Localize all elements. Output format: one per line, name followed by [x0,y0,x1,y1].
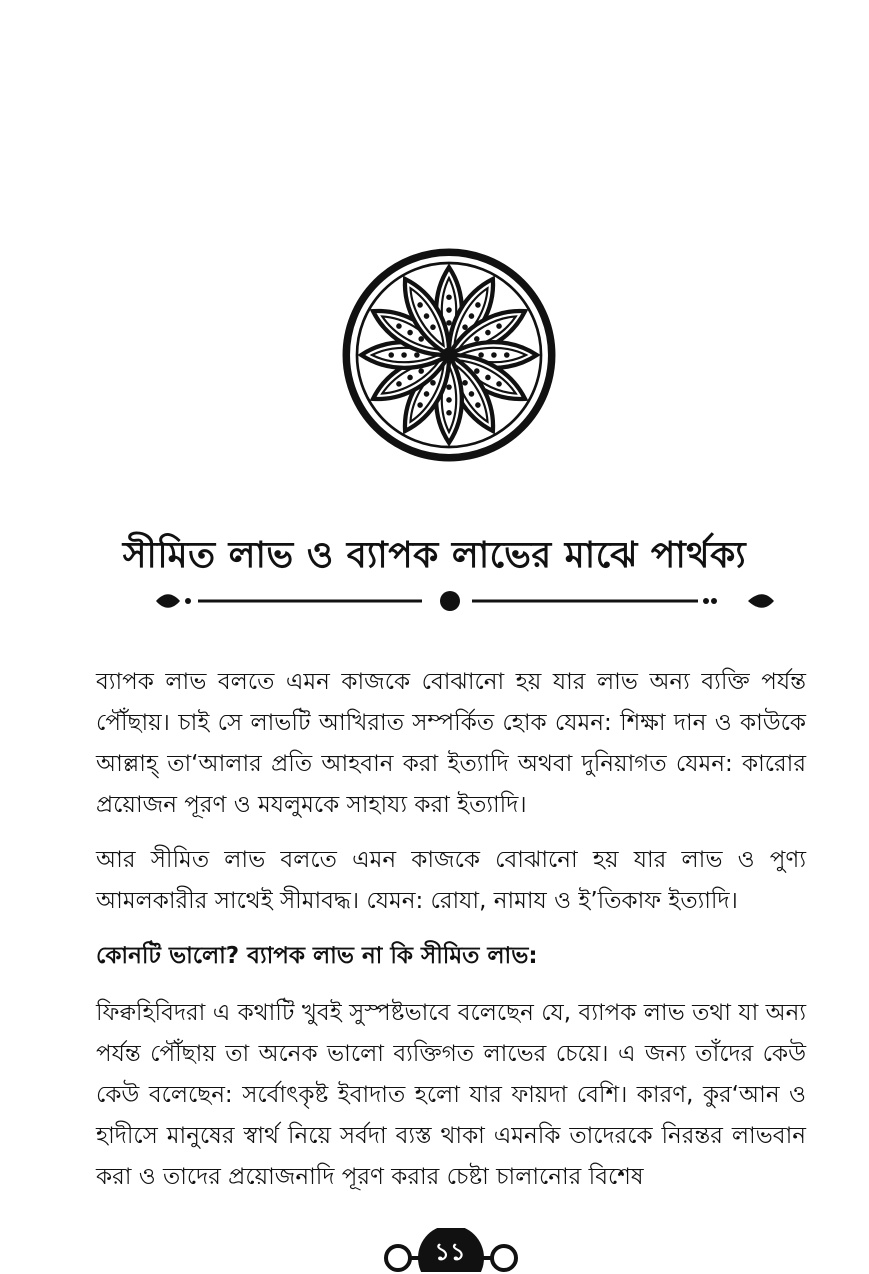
paragraph: ব্যাপক লাভ বলতে এমন কাজকে বোঝানো হয় যার লাভ অন্য ব্যক্তি পর্যন্ত পৌঁছায়। চাই সে লাভটি আখিরাত সম্পর্কিত হোক যেমন: শিক্ষা দান ও কাউকে আল্লাহ্ তা‘আলার প্রতি আহবান করা ইত্যাদি অথবা দুনিয়াগত যেমন: কারোর প্রয়োজন পূরণ ও মযলুমকে সাহায্য করা ইত্যাদি। [96,669,806,818]
paragraph: ফিক্বহিবিদরা এ কথাটি খুবই সুস্পষ্টভাবে বলেছেন যে, ব্যাপক লাভ তথা যা অন্য পর্যন্ত পৌঁছায় তা অনেক ভালো ব্যক্তিগত লাভের চেয়ে। এ জন্য তাঁদের কেউ কেউ বলেছেন: সর্বোৎকৃষ্ট ইবাদাত হলো যার ফায়দা বেশি। কারণ, কুর‘আন ও হাদীসে মানুষের স্বার্থ নিয়ে সর্বদা ব্যস্ত থাকা এমনকি তাদেরকে নিরন্তর লাভবান করা ও তাদের প্রয়োজনাদি পূরণ করার চেষ্টা চালানোর বিশেষ [96,1000,806,1190]
body-text [96,662,806,1212]
paragraph: আর সীমিত লাভ বলতে এমন কাজকে বোঝানো হয় যার লাভ ও পুণ্য আমলকারীর সাথেই সীমাবদ্ধ। যেমন: রোযা, নামায ও ই’তিকাফ ইত্যাদি। [96,847,806,914]
section-subheading: কোনটি ভালো? ব্যাপক লাভ না কি সীমিত লাভ: [96,943,538,969]
mandala-flower-icon [342,248,556,462]
page-number: ১১ [434,1238,466,1266]
decorative-divider-icon [150,588,780,614]
chapter-title: সীমিত লাভ ও ব্যাপক লাভের মাঝে পার্থক্য [122,535,747,576]
